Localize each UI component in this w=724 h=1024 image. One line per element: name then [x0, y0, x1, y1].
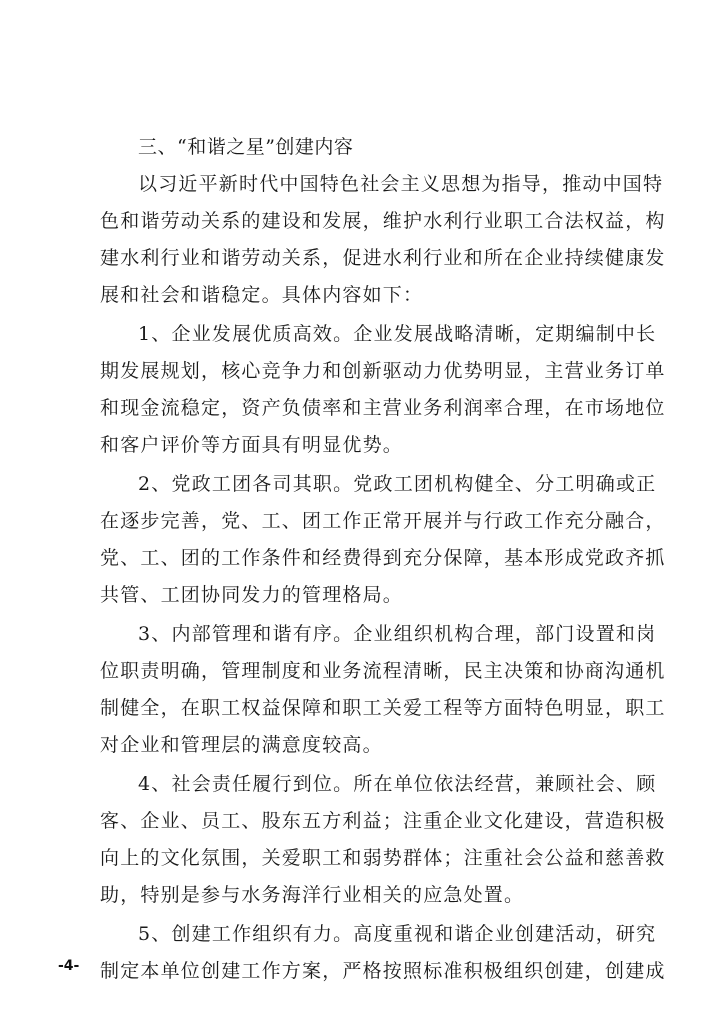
page-number: -4-	[58, 958, 80, 974]
paragraph-line: 制定本单位创建工作方案，严格按照标准积极组织创建，创建成	[100, 960, 666, 982]
paragraph-item-2	[100, 466, 666, 614]
paragraph-line: 1、企业发展优质高效。企业发展战略清晰，定期编制中长	[138, 323, 657, 345]
paragraph-item-3	[100, 616, 666, 764]
paragraph-line: 向上的文化氛围，关爱职工和弱势群体；注重社会公益和慈善救	[100, 847, 666, 869]
paragraph-line: 制健全，在职工权益保障和职工关爱工程等方面特色明显，职工	[100, 697, 666, 719]
paragraph-line: 3、内部管理和谐有序。企业组织机构合理，部门设置和岗	[138, 623, 657, 645]
paragraph-line: 共管、工团协同发力的管理格局。	[100, 584, 404, 606]
paragraph-intro	[100, 166, 666, 314]
paragraph-line: 位职责明确，管理制度和业务流程清晰，民主决策和协商沟通机	[100, 660, 666, 682]
paragraph-line: 2、党政工团各司其职。党政工团机构健全、分工明确或正	[138, 473, 657, 495]
paragraph-item-1	[100, 316, 666, 464]
paragraph-line: 建水利行业和谐劳动关系，促进水利行业和所在企业持续健康发	[100, 247, 666, 269]
section-heading: 三、“和谐之星”创建内容	[138, 136, 354, 158]
paragraph-item-5	[100, 916, 666, 990]
paragraph-line: 和客户评价等方面具有明显优势。	[100, 434, 404, 456]
paragraph-line: 助，特别是参与水务海洋行业相关的应急处置。	[100, 884, 525, 906]
paragraph-line: 党、工、团的工作条件和经费得到充分保障，基本形成党政齐抓	[100, 547, 666, 569]
paragraph-line: 和现金流稳定，资产负债率和主营业务利润率合理，在市场地位	[100, 397, 666, 419]
paragraph-line: 以习近平新时代中国特色社会主义思想为指导，推动中国特	[138, 173, 664, 195]
paragraph-line: 5、创建工作组织有力。高度重视和谐企业创建活动，研究	[138, 923, 657, 945]
paragraph-line: 对企业和管理层的满意度较高。	[100, 734, 383, 756]
paragraph-line: 4、社会责任履行到位。所在单位依法经营，兼顾社会、顾	[138, 773, 657, 795]
paragraph-line: 客、企业、员工、股东五方利益；注重企业文化建设，营造积极	[100, 810, 666, 832]
document-body	[100, 128, 666, 990]
paragraph-line: 期发展规划，核心竞争力和创新驱动力优势明显，主营业务订单	[100, 360, 666, 382]
paragraph-line: 展和社会和谐稳定。具体内容如下：	[100, 284, 424, 306]
paragraph-item-4	[100, 766, 666, 914]
paragraph-line: 在逐步完善，党、工、团工作正常开展并与行政工作充分融合，	[100, 510, 666, 532]
paragraph-line: 色和谐劳动关系的建设和发展，维护水利行业职工合法权益，构	[100, 210, 666, 232]
